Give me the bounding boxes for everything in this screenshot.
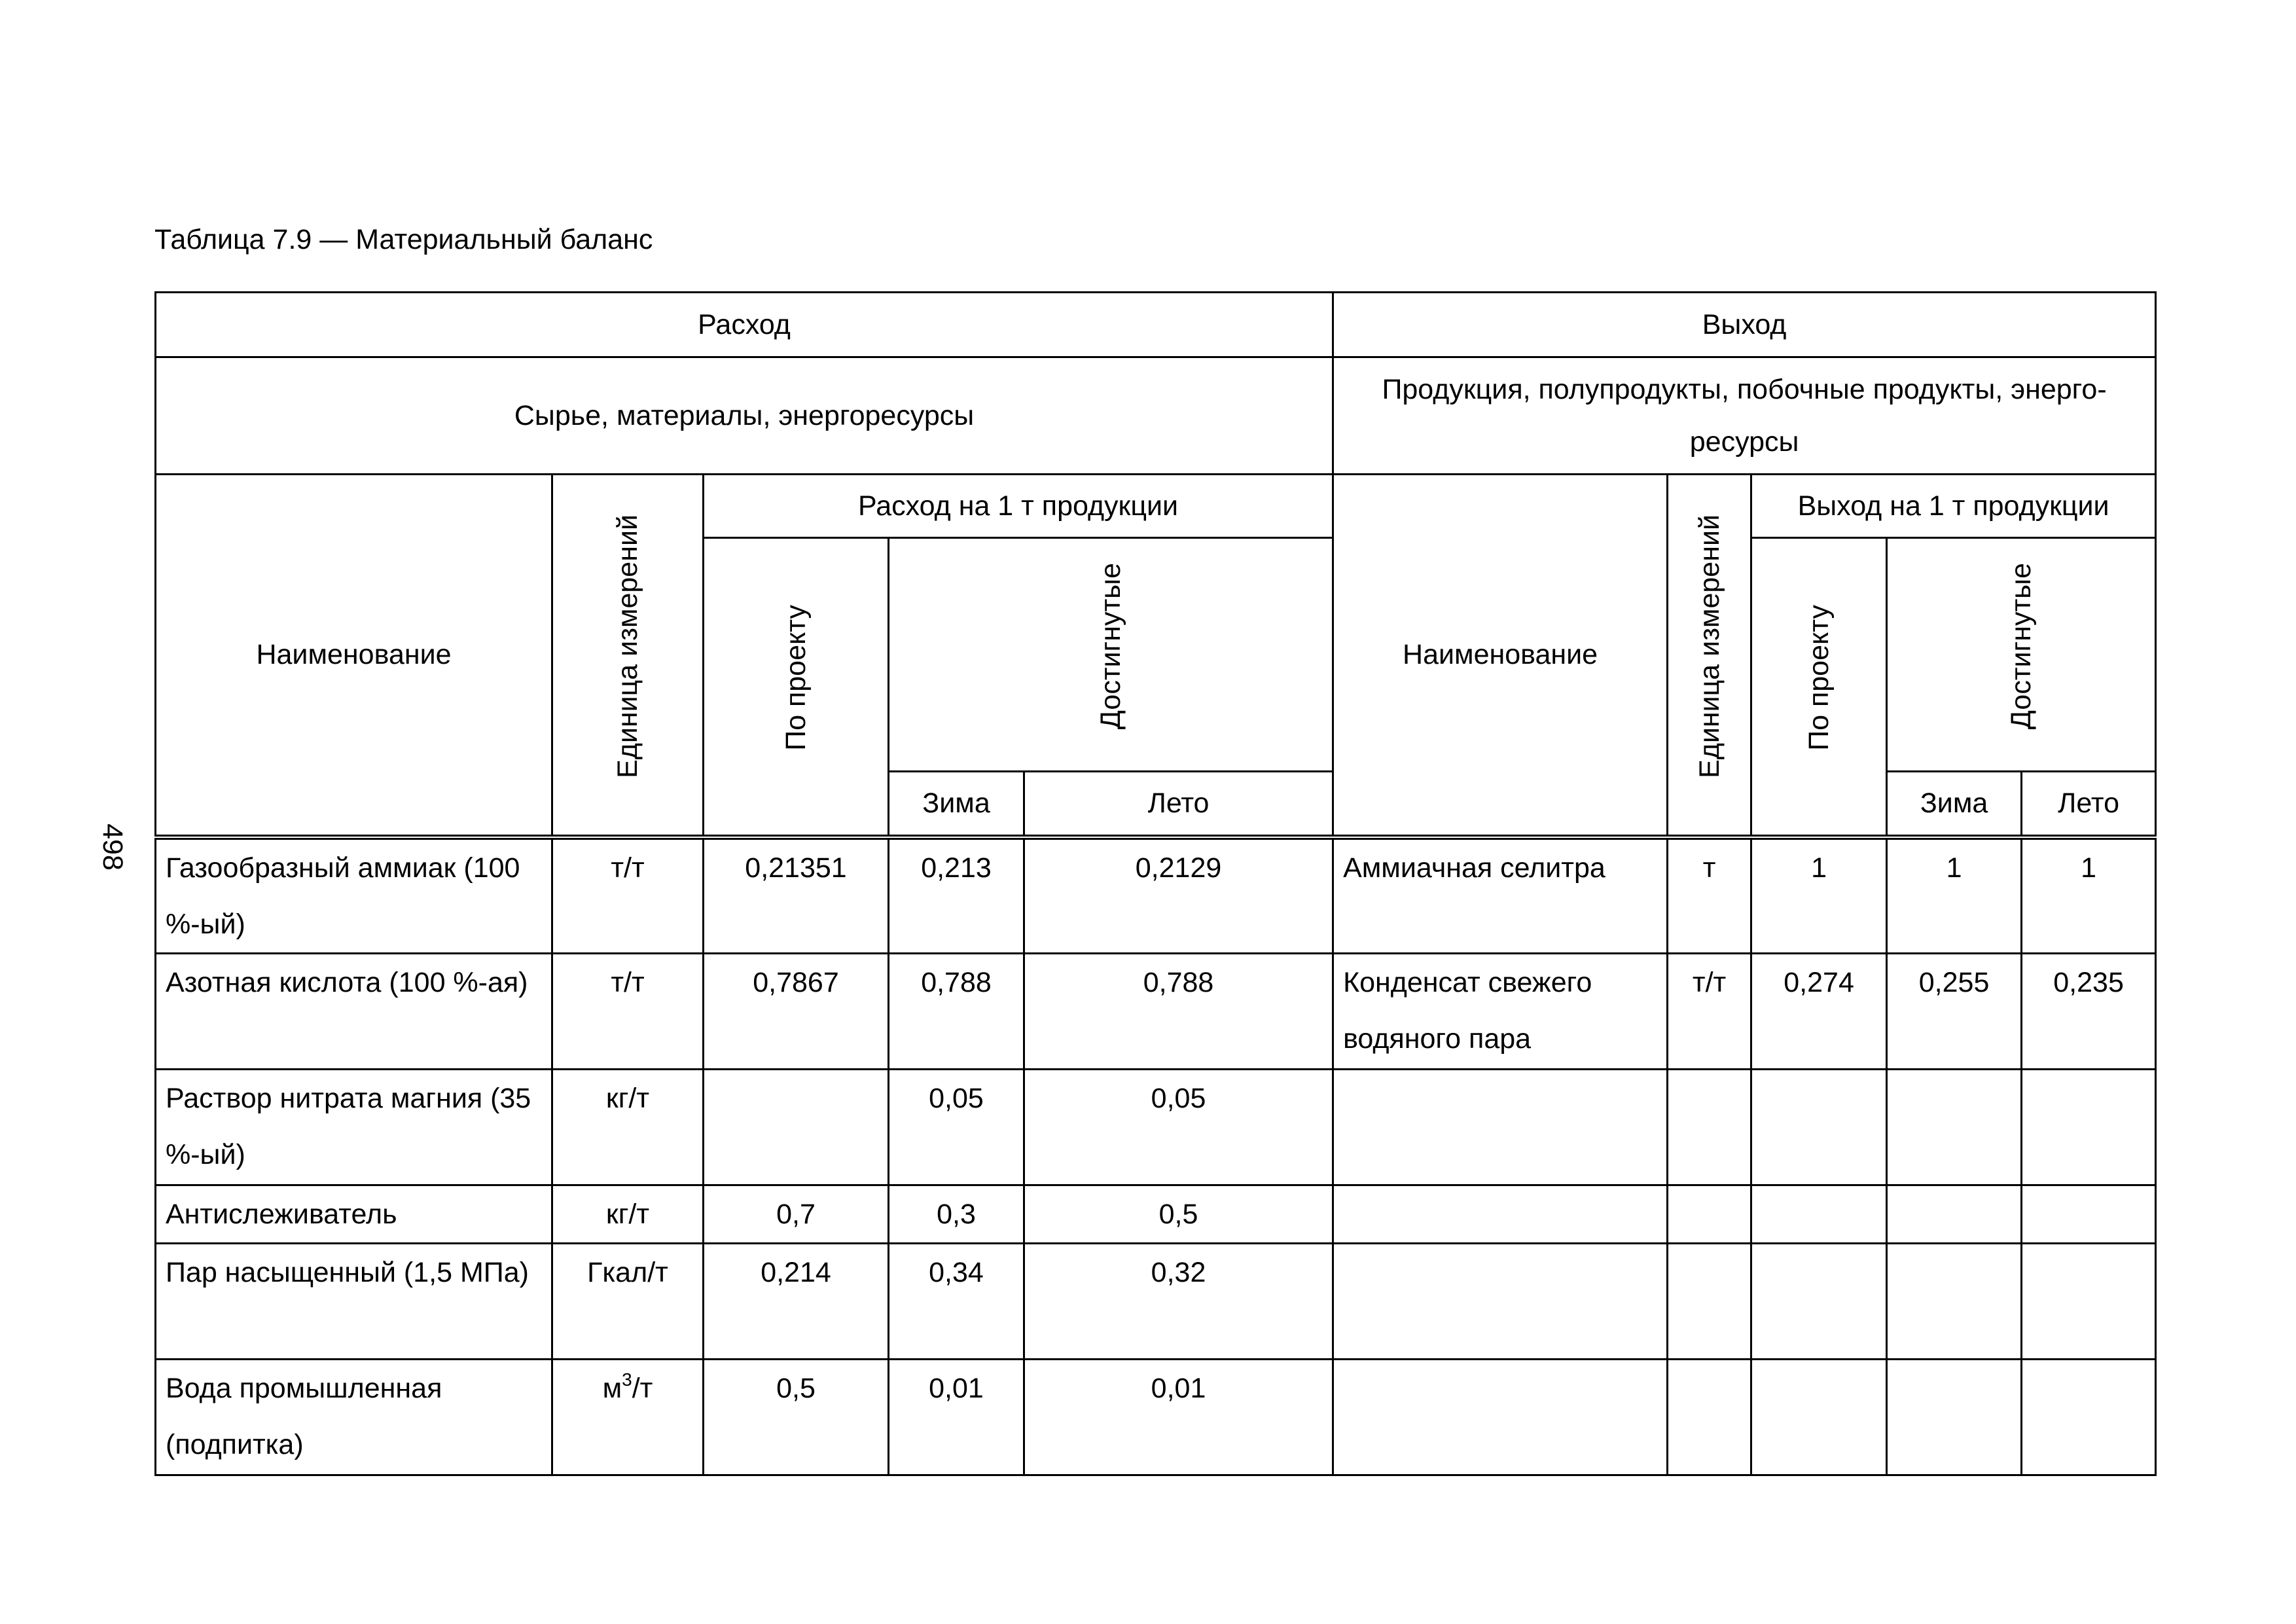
row-out-unit <box>1668 1069 1751 1185</box>
row-out-winter: 1 <box>1887 837 2022 954</box>
row-summer: 0,5 <box>1024 1185 1333 1243</box>
row-name: Вода промышленная (подпитка) <box>156 1359 552 1475</box>
row-name: Газообразный аммиак (100 %-ый) <box>156 837 552 954</box>
row-out-summer <box>2022 1069 2156 1185</box>
row-winter: 0,788 <box>889 953 1024 1069</box>
row-unit-exponent: 3 <box>622 1369 632 1390</box>
row-name: Азотная кислота (100 %-ая) <box>156 953 552 1069</box>
row-out-winter <box>1887 1069 2022 1185</box>
row-out-project <box>1751 1069 1887 1185</box>
row-out-project <box>1751 1359 1887 1475</box>
row-winter: 0,34 <box>889 1243 1024 1359</box>
header-summer-in: Лето <box>1024 772 1333 837</box>
header-name-in: Наименование <box>156 475 552 837</box>
row-out-unit <box>1668 1359 1751 1475</box>
header-summer-out: Лето <box>2022 772 2156 837</box>
row-out-winter: 0,255 <box>1887 953 2022 1069</box>
header-project-in-cell <box>704 538 889 837</box>
row-project: 0,5 <box>704 1359 889 1475</box>
row-out-winter <box>1887 1185 2022 1243</box>
row-unit-tail: /т <box>632 1372 653 1404</box>
row-out-unit <box>1668 1185 1751 1243</box>
row-unit: кг/т <box>552 1069 704 1185</box>
header-achieved-out: Достигнутые <box>2005 562 2037 730</box>
row-summer: 0,32 <box>1024 1243 1333 1359</box>
row-project: 0,21351 <box>704 837 889 954</box>
row-out-winter <box>1887 1243 2022 1359</box>
header-unit-in: Единица измерений <box>612 514 643 778</box>
row-summer: 0,788 <box>1024 953 1333 1069</box>
header-per-ton-out: Выход на 1 т продукции <box>1751 475 2156 538</box>
row-out-project <box>1751 1243 1887 1359</box>
header-winter-out: Зима <box>1887 772 2022 837</box>
row-out-name: Конденсат свежего водяного пара <box>1333 953 1668 1069</box>
row-out-winter <box>1887 1359 2022 1475</box>
header-project-in: По проекту <box>780 605 812 751</box>
row-out-unit <box>1668 1243 1751 1359</box>
row-project: 0,7 <box>704 1185 889 1243</box>
row-out-unit: т/т <box>1668 953 1751 1069</box>
row-summer: 0,01 <box>1024 1359 1333 1475</box>
row-out-name <box>1333 1069 1668 1185</box>
row-winter: 0,01 <box>889 1359 1024 1475</box>
row-winter: 0,05 <box>889 1069 1024 1185</box>
row-unit: кг/т <box>552 1185 704 1243</box>
header-winter-in: Зима <box>889 772 1024 837</box>
header-project-out-cell <box>1751 538 1887 837</box>
row-out-project: 0,274 <box>1751 953 1887 1069</box>
row-name: Антислеживатель <box>156 1185 552 1243</box>
row-winter: 0,3 <box>889 1185 1024 1243</box>
header-achieved-out-cell <box>1887 538 2156 772</box>
header-unit-in-cell <box>552 475 704 837</box>
row-winter: 0,213 <box>889 837 1024 954</box>
header-unit-out-cell <box>1668 475 1751 837</box>
header-vyhod: Выход <box>1333 293 2156 357</box>
row-summer: 0,2129 <box>1024 837 1333 954</box>
row-project: 0,214 <box>704 1243 889 1359</box>
header-project-out: По проекту <box>1803 605 1835 751</box>
page-number: 498 <box>97 823 129 871</box>
header-achieved-in-cell <box>889 538 1333 772</box>
row-name: Пар насыщенный (1,5 МПа) <box>156 1243 552 1359</box>
row-out-project <box>1751 1185 1887 1243</box>
row-name: Раствор нитрата магния (35 %-ый) <box>156 1069 552 1185</box>
row-out-unit: т <box>1668 837 1751 954</box>
header-input-group: Сырье, материалы, энергоресурсы <box>156 357 1333 475</box>
table-row <box>156 837 2156 954</box>
row-out-name <box>1333 1185 1668 1243</box>
table-caption: Таблица 7.9 — Материальный баланс <box>154 224 653 255</box>
row-unit: т/т <box>552 837 704 954</box>
header-unit-out: Единица измерений <box>1693 514 1725 778</box>
row-unit: Гкал/т <box>552 1243 704 1359</box>
table-row <box>156 1243 2156 1359</box>
row-summer: 0,05 <box>1024 1069 1333 1185</box>
row-out-name <box>1333 1243 1668 1359</box>
material-balance-table <box>154 291 2157 1476</box>
row-out-summer <box>2022 1243 2156 1359</box>
header-per-ton-in: Расход на 1 т продукции <box>704 475 1333 538</box>
row-out-summer <box>2022 1185 2156 1243</box>
header-rashod: Расход <box>156 293 1333 357</box>
row-out-name: Аммиачная селитра <box>1333 837 1668 954</box>
row-project: 0,7867 <box>704 953 889 1069</box>
header-output-group: Продукция, полупродукты, побочные продукты, энерго-ресурсы <box>1333 357 2156 475</box>
table-row <box>156 953 2156 1069</box>
row-project <box>704 1069 889 1185</box>
row-out-summer <box>2022 1359 2156 1475</box>
header-achieved-in: Достигнутые <box>1095 562 1127 730</box>
row-unit <box>552 1359 704 1475</box>
row-out-summer: 1 <box>2022 837 2156 954</box>
row-out-project: 1 <box>1751 837 1887 954</box>
row-out-summer: 0,235 <box>2022 953 2156 1069</box>
table-row <box>156 1069 2156 1185</box>
row-out-name <box>1333 1359 1668 1475</box>
header-name-out: Наименование <box>1333 475 1668 837</box>
row-unit-base: м <box>602 1372 622 1404</box>
row-unit: т/т <box>552 953 704 1069</box>
table-row <box>156 1359 2156 1475</box>
table-row <box>156 1185 2156 1243</box>
